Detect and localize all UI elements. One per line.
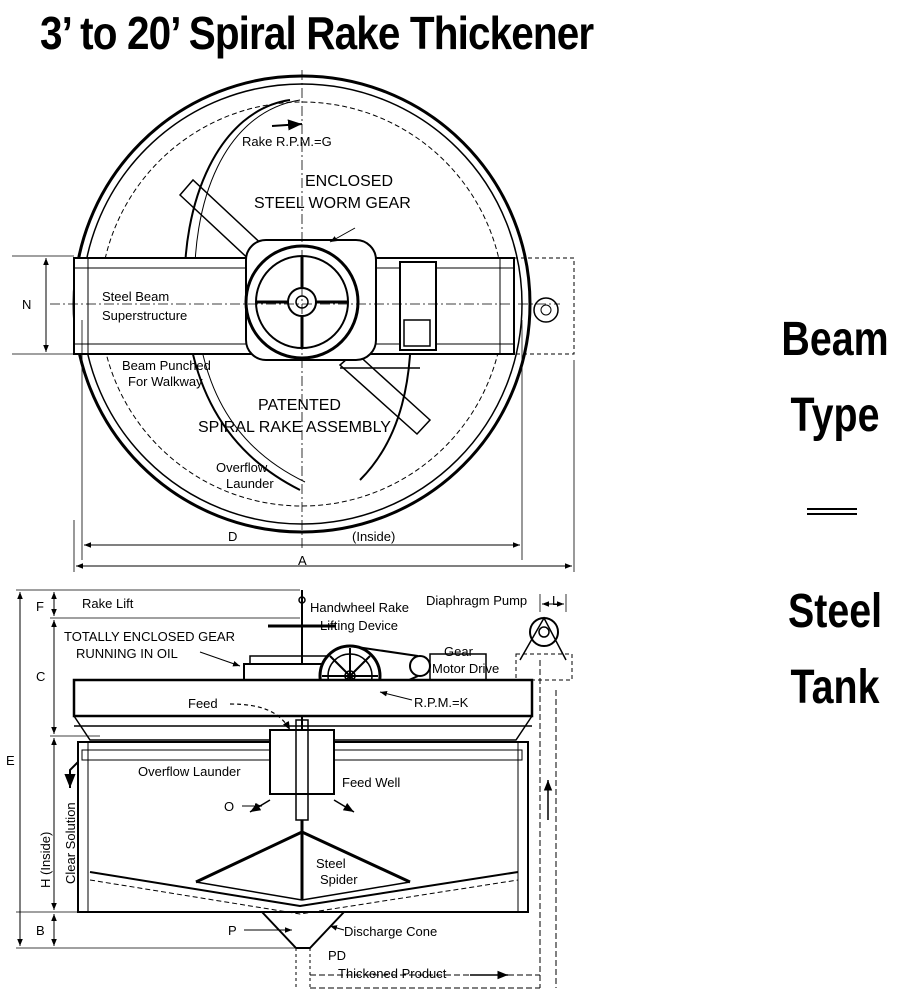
gear-oil-label-line2: RUNNING IN OIL — [76, 646, 178, 661]
spider-label-line1: Steel — [316, 856, 346, 871]
motor-pulley — [410, 656, 430, 676]
rake-rpm-label: Rake R.P.M.=G — [242, 134, 332, 149]
rake-label-line2: SPIRAL RAKE ASSEMBLY — [198, 419, 391, 436]
beam-label-line2: Superstructure — [102, 308, 188, 323]
dim-o: O — [224, 799, 235, 814]
motor-label-line2: Motor Drive — [432, 661, 500, 676]
dim-l: L — [552, 593, 560, 608]
pump-label: Diaphragm Pump — [426, 593, 528, 608]
dim-d-inside: (Inside) — [352, 529, 396, 544]
side-label-steel: Steel — [787, 585, 883, 638]
gear-label-line1: ENCLOSED — [305, 173, 394, 190]
page-title: 3’ to 20’ Spiral Rake Thickener — [40, 7, 594, 59]
spider-label-line2: Spider — [320, 872, 358, 887]
feed-well-label: Feed Well — [342, 775, 401, 790]
rake-lift-label: Rake Lift — [82, 596, 134, 611]
walkway-label-line1: Beam Punched — [122, 358, 211, 373]
side-label-type: Type — [790, 389, 880, 442]
walkway-extension — [514, 258, 574, 354]
launder-label-line2: Launder — [226, 476, 274, 491]
dim-h: H (Inside) — [38, 831, 53, 888]
beam-label-line1: Steel Beam — [102, 289, 170, 304]
rake-label-line1: PATENTED — [258, 397, 341, 414]
dim-b: B — [36, 923, 45, 938]
gear-label-line2: STEEL WORM GEAR — [254, 195, 411, 212]
dim-pd: PD — [328, 948, 347, 963]
motor-label-line1: Gear — [444, 644, 473, 659]
side-label-beam: Beam — [781, 313, 889, 366]
launder-label-line1: Overflow — [216, 460, 268, 475]
dim-a: A — [298, 553, 307, 568]
handwheel-label-line2: Lifting Device — [320, 618, 399, 633]
pump-head-plan — [534, 298, 558, 322]
feed-label: Feed — [188, 696, 218, 711]
clear-solution-label: Clear Solution — [63, 802, 78, 884]
handwheel-label-line1: Handwheel Rake — [310, 600, 410, 615]
dim-e: E — [6, 753, 15, 768]
dim-n: N — [22, 297, 32, 312]
overflow-launder-label: Overflow Launder — [138, 764, 241, 779]
dim-d: D — [228, 529, 238, 544]
discharge-cone-label: Discharge Cone — [344, 924, 438, 939]
dim-p: P — [228, 923, 237, 938]
feed-well — [270, 730, 334, 794]
diaphragm-pump — [530, 618, 558, 646]
walkway-label-line2: For Walkway — [128, 374, 203, 389]
gear-oil-label-line1: TOTALLY ENCLOSED GEAR — [64, 629, 235, 644]
side-label-tank: Tank — [790, 661, 880, 714]
dim-c: C — [36, 669, 46, 684]
rpm-k-label: R.P.M.=K — [414, 695, 469, 710]
dim-f: F — [36, 599, 44, 614]
thickened-product-label: Thickened Product — [338, 966, 447, 981]
